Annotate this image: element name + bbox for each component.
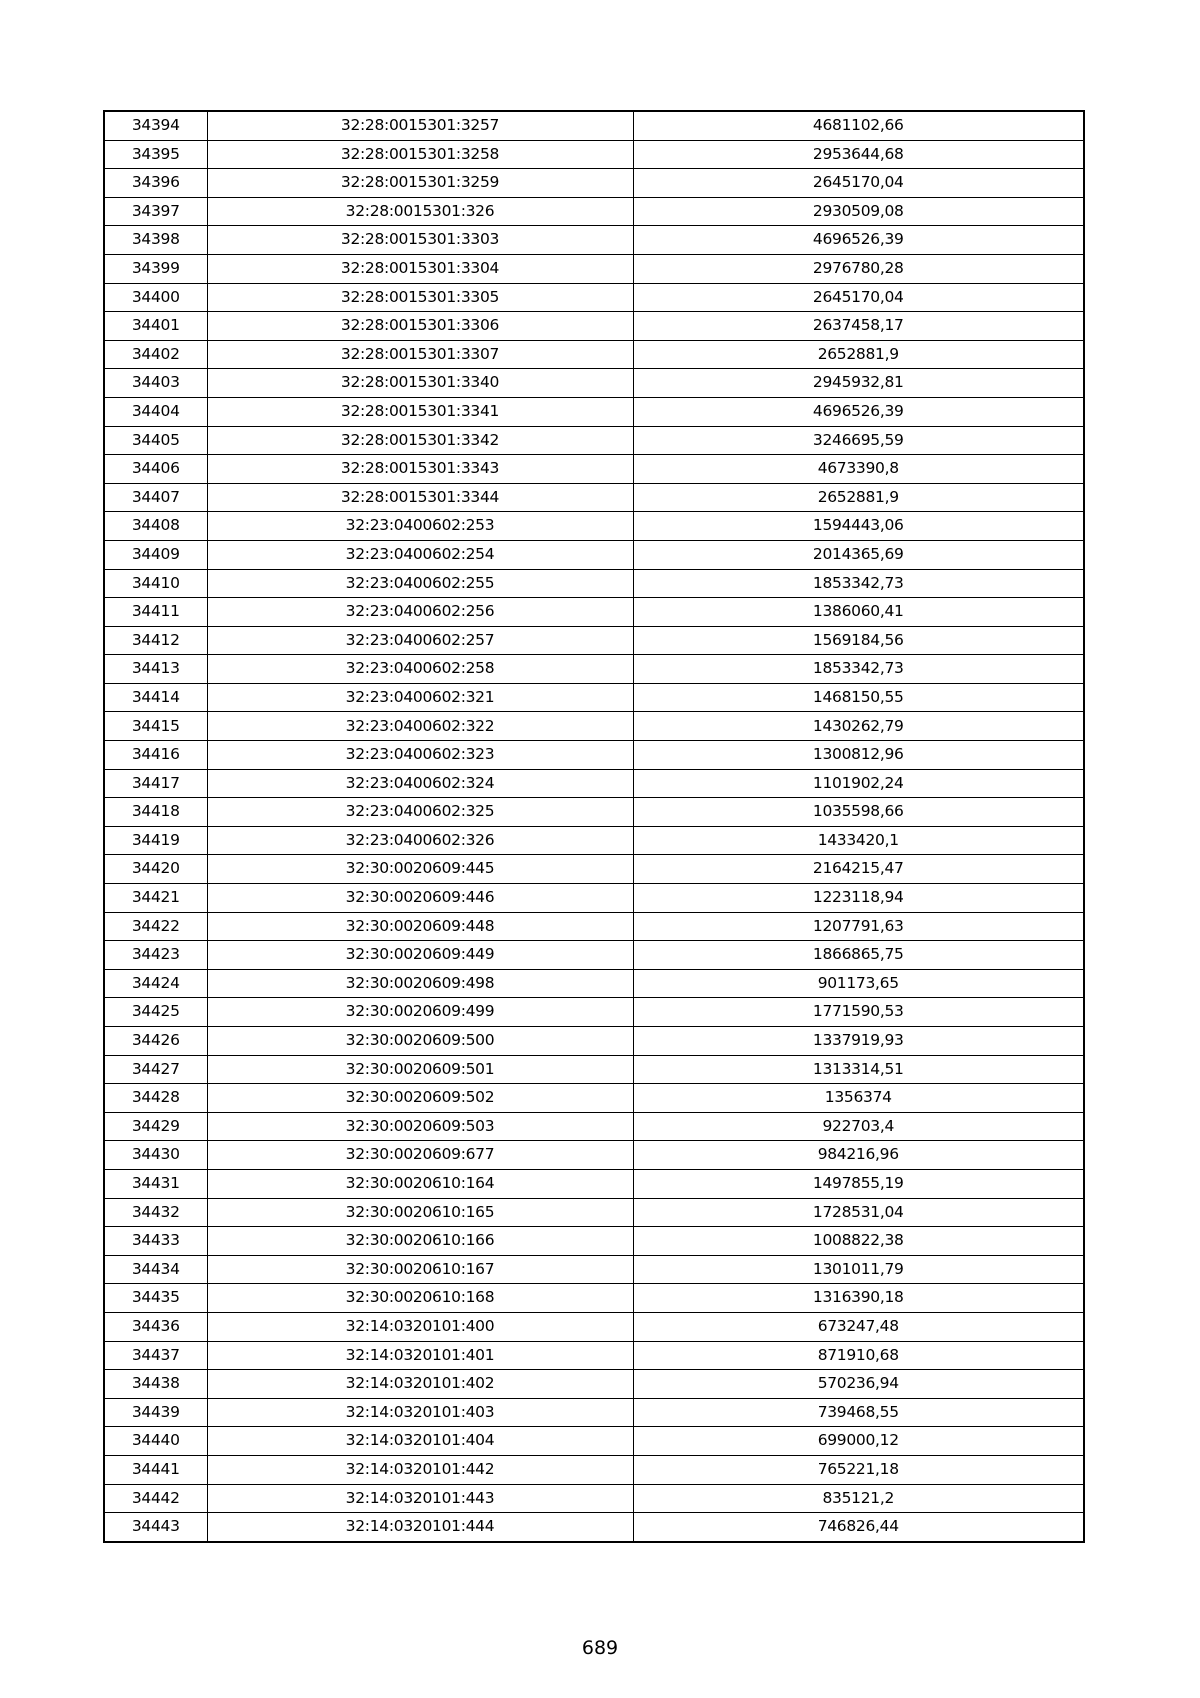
- table-row: [104, 1455, 1084, 1484]
- value-cell: 2652881,9: [633, 340, 1084, 369]
- value-cell: 3246695,59: [633, 426, 1084, 455]
- row-index-cell: 34426: [104, 1027, 207, 1056]
- value-cell: 739468,55: [633, 1398, 1084, 1427]
- row-index-cell: 34413: [104, 655, 207, 684]
- cadastral-number-cell: 32:28:0015301:3304: [207, 254, 633, 283]
- value-cell: 673247,48: [633, 1312, 1084, 1341]
- table-row: [104, 483, 1084, 512]
- value-cell: 699000,12: [633, 1427, 1084, 1456]
- cadastral-number-cell: 32:30:0020609:499: [207, 998, 633, 1027]
- row-index-cell: 34412: [104, 626, 207, 655]
- table-row: [104, 998, 1084, 1027]
- cadastral-number-cell: 32:30:0020609:498: [207, 969, 633, 998]
- table-row: [104, 540, 1084, 569]
- table-row: [104, 826, 1084, 855]
- row-index-cell: 34443: [104, 1513, 207, 1542]
- value-cell: 2976780,28: [633, 254, 1084, 283]
- row-index-cell: 34416: [104, 741, 207, 770]
- row-index-cell: 34404: [104, 397, 207, 426]
- value-cell: 1101902,24: [633, 769, 1084, 798]
- row-index-cell: 34397: [104, 197, 207, 226]
- value-cell: 4673390,8: [633, 455, 1084, 484]
- cadastral-number-cell: 32:30:0020610:164: [207, 1169, 633, 1198]
- table-row: [104, 1112, 1084, 1141]
- table-row: [104, 712, 1084, 741]
- row-index-cell: 34400: [104, 283, 207, 312]
- table-row: [104, 655, 1084, 684]
- value-cell: 2164215,47: [633, 855, 1084, 884]
- cadastral-number-cell: 32:30:0020610:168: [207, 1284, 633, 1313]
- cadastral-number-cell: 32:14:0320101:442: [207, 1455, 633, 1484]
- table-row: [104, 1284, 1084, 1313]
- row-index-cell: 34403: [104, 369, 207, 398]
- table-row: [104, 312, 1084, 341]
- table-row: [104, 1427, 1084, 1456]
- row-index-cell: 34442: [104, 1484, 207, 1513]
- row-index-cell: 34407: [104, 483, 207, 512]
- row-index-cell: 34432: [104, 1198, 207, 1227]
- value-cell: 1386060,41: [633, 598, 1084, 627]
- table-row: [104, 884, 1084, 913]
- table-row: [104, 941, 1084, 970]
- cadastral-number-cell: 32:23:0400602:323: [207, 741, 633, 770]
- cadastral-number-cell: 32:28:0015301:3259: [207, 169, 633, 198]
- value-cell: 1356374: [633, 1084, 1084, 1113]
- cadastral-number-cell: 32:30:0020610:166: [207, 1227, 633, 1256]
- cadastral-number-cell: 32:30:0020609:448: [207, 912, 633, 941]
- row-index-cell: 34427: [104, 1055, 207, 1084]
- cadastral-number-cell: 32:23:0400602:324: [207, 769, 633, 798]
- value-cell: 570236,94: [633, 1370, 1084, 1399]
- cadastral-number-cell: 32:14:0320101:402: [207, 1370, 633, 1399]
- value-cell: 1316390,18: [633, 1284, 1084, 1313]
- table-row: [104, 340, 1084, 369]
- table-row: [104, 855, 1084, 884]
- value-cell: 1866865,75: [633, 941, 1084, 970]
- table-row: [104, 226, 1084, 255]
- row-index-cell: 34429: [104, 1112, 207, 1141]
- cadastral-number-cell: 32:28:0015301:3306: [207, 312, 633, 341]
- cadastral-number-cell: 32:30:0020609:502: [207, 1084, 633, 1113]
- cadastral-number-cell: 32:28:0015301:3340: [207, 369, 633, 398]
- table-row: [104, 1027, 1084, 1056]
- cadastral-number-cell: 32:28:0015301:3343: [207, 455, 633, 484]
- table-row: [104, 569, 1084, 598]
- table-row: [104, 254, 1084, 283]
- value-cell: 835121,2: [633, 1484, 1084, 1513]
- cadastral-number-cell: 32:23:0400602:253: [207, 512, 633, 541]
- row-index-cell: 34421: [104, 884, 207, 913]
- value-cell: 2652881,9: [633, 483, 1084, 512]
- table-row: [104, 111, 1084, 140]
- value-cell: 4696526,39: [633, 397, 1084, 426]
- value-cell: 1433420,1: [633, 826, 1084, 855]
- table-row: [104, 197, 1084, 226]
- row-index-cell: 34395: [104, 140, 207, 169]
- table-row: [104, 1141, 1084, 1170]
- row-index-cell: 34405: [104, 426, 207, 455]
- row-index-cell: 34396: [104, 169, 207, 198]
- table-body: [104, 111, 1084, 1542]
- value-cell: 2953644,68: [633, 140, 1084, 169]
- cadastral-number-cell: 32:23:0400602:322: [207, 712, 633, 741]
- row-index-cell: 34415: [104, 712, 207, 741]
- row-index-cell: 34441: [104, 1455, 207, 1484]
- row-index-cell: 34428: [104, 1084, 207, 1113]
- cadastral-number-cell: 32:28:0015301:3307: [207, 340, 633, 369]
- value-cell: 1207791,63: [633, 912, 1084, 941]
- value-cell: 1430262,79: [633, 712, 1084, 741]
- table-row: [104, 1198, 1084, 1227]
- row-index-cell: 34420: [104, 855, 207, 884]
- table-row: [104, 1055, 1084, 1084]
- cadastral-number-cell: 32:30:0020609:446: [207, 884, 633, 913]
- row-index-cell: 34418: [104, 798, 207, 827]
- cadastral-number-cell: 32:14:0320101:400: [207, 1312, 633, 1341]
- value-cell: 1301011,79: [633, 1255, 1084, 1284]
- value-cell: 1008822,38: [633, 1227, 1084, 1256]
- cadastral-number-cell: 32:30:0020609:449: [207, 941, 633, 970]
- cadastral-number-cell: 32:28:0015301:326: [207, 197, 633, 226]
- row-index-cell: 34414: [104, 683, 207, 712]
- row-index-cell: 34430: [104, 1141, 207, 1170]
- value-cell: 1313314,51: [633, 1055, 1084, 1084]
- table-row: [104, 769, 1084, 798]
- value-cell: 1468150,55: [633, 683, 1084, 712]
- value-cell: 1771590,53: [633, 998, 1084, 1027]
- row-index-cell: 34394: [104, 111, 207, 140]
- table-row: [104, 369, 1084, 398]
- value-cell: 871910,68: [633, 1341, 1084, 1370]
- row-index-cell: 34440: [104, 1427, 207, 1456]
- table-row: [104, 1255, 1084, 1284]
- value-cell: 2945932,81: [633, 369, 1084, 398]
- value-cell: 746826,44: [633, 1513, 1084, 1542]
- table-row: [104, 683, 1084, 712]
- cadastral-number-cell: 32:23:0400602:258: [207, 655, 633, 684]
- table-row: [104, 1227, 1084, 1256]
- value-cell: 2645170,04: [633, 283, 1084, 312]
- value-cell: 1853342,73: [633, 569, 1084, 598]
- value-cell: 2645170,04: [633, 169, 1084, 198]
- cadastral-number-cell: 32:23:0400602:325: [207, 798, 633, 827]
- cadastral-number-cell: 32:30:0020609:677: [207, 1141, 633, 1170]
- value-cell: 1497855,19: [633, 1169, 1084, 1198]
- row-index-cell: 34423: [104, 941, 207, 970]
- value-cell: 2014365,69: [633, 540, 1084, 569]
- cadastral-number-cell: 32:30:0020609:503: [207, 1112, 633, 1141]
- row-index-cell: 34401: [104, 312, 207, 341]
- row-index-cell: 34424: [104, 969, 207, 998]
- row-index-cell: 34439: [104, 1398, 207, 1427]
- cadastral-number-cell: 32:23:0400602:326: [207, 826, 633, 855]
- table-row: [104, 1084, 1084, 1113]
- cadastral-number-cell: 32:28:0015301:3341: [207, 397, 633, 426]
- cadastral-number-cell: 32:23:0400602:257: [207, 626, 633, 655]
- row-index-cell: 34433: [104, 1227, 207, 1256]
- row-index-cell: 34406: [104, 455, 207, 484]
- table-row: [104, 741, 1084, 770]
- cadastral-number-cell: 32:28:0015301:3258: [207, 140, 633, 169]
- table-row: [104, 512, 1084, 541]
- row-index-cell: 34399: [104, 254, 207, 283]
- value-cell: 1035598,66: [633, 798, 1084, 827]
- cadastral-number-cell: 32:14:0320101:401: [207, 1341, 633, 1370]
- cadastral-number-cell: 32:28:0015301:3342: [207, 426, 633, 455]
- table-row: [104, 169, 1084, 198]
- table-row: [104, 397, 1084, 426]
- table-row: [104, 140, 1084, 169]
- row-index-cell: 34435: [104, 1284, 207, 1313]
- value-cell: 2930509,08: [633, 197, 1084, 226]
- cadastral-number-cell: 32:30:0020609:500: [207, 1027, 633, 1056]
- value-cell: 1300812,96: [633, 741, 1084, 770]
- row-index-cell: 34422: [104, 912, 207, 941]
- value-cell: 1223118,94: [633, 884, 1084, 913]
- table-row: [104, 1398, 1084, 1427]
- table-row: [104, 969, 1084, 998]
- table-row: [104, 1312, 1084, 1341]
- value-cell: 1337919,93: [633, 1027, 1084, 1056]
- value-cell: 1853342,73: [633, 655, 1084, 684]
- value-cell: 1594443,06: [633, 512, 1084, 541]
- value-cell: 4681102,66: [633, 111, 1084, 140]
- row-index-cell: 34398: [104, 226, 207, 255]
- cadastral-number-cell: 32:28:0015301:3344: [207, 483, 633, 512]
- row-index-cell: 34409: [104, 540, 207, 569]
- cadastral-number-cell: 32:30:0020610:165: [207, 1198, 633, 1227]
- value-cell: 1728531,04: [633, 1198, 1084, 1227]
- cadastral-value-table: [103, 110, 1085, 1543]
- table-row: [104, 1370, 1084, 1399]
- row-index-cell: 34431: [104, 1169, 207, 1198]
- table-row: [104, 426, 1084, 455]
- cadastral-number-cell: 32:23:0400602:254: [207, 540, 633, 569]
- cadastral-number-cell: 32:23:0400602:256: [207, 598, 633, 627]
- cadastral-number-cell: 32:28:0015301:3257: [207, 111, 633, 140]
- cadastral-number-cell: 32:14:0320101:404: [207, 1427, 633, 1456]
- value-cell: 2637458,17: [633, 312, 1084, 341]
- row-index-cell: 34417: [104, 769, 207, 798]
- table-row: [104, 1169, 1084, 1198]
- value-cell: 901173,65: [633, 969, 1084, 998]
- cadastral-number-cell: 32:30:0020610:167: [207, 1255, 633, 1284]
- row-index-cell: 34436: [104, 1312, 207, 1341]
- page-number: 689: [581, 1637, 619, 1659]
- table-row: [104, 1513, 1084, 1542]
- table-row: [104, 912, 1084, 941]
- table-row: [104, 598, 1084, 627]
- row-index-cell: 34411: [104, 598, 207, 627]
- row-index-cell: 34419: [104, 826, 207, 855]
- table-row: [104, 455, 1084, 484]
- table-row: [104, 283, 1084, 312]
- table-row: [104, 1484, 1084, 1513]
- row-index-cell: 34410: [104, 569, 207, 598]
- value-cell: 765221,18: [633, 1455, 1084, 1484]
- cadastral-number-cell: 32:28:0015301:3303: [207, 226, 633, 255]
- cadastral-number-cell: 32:23:0400602:321: [207, 683, 633, 712]
- table-row: [104, 1341, 1084, 1370]
- row-index-cell: 34402: [104, 340, 207, 369]
- row-index-cell: 34425: [104, 998, 207, 1027]
- cadastral-number-cell: 32:23:0400602:255: [207, 569, 633, 598]
- table-row: [104, 798, 1084, 827]
- value-cell: 1569184,56: [633, 626, 1084, 655]
- cadastral-number-cell: 32:14:0320101:444: [207, 1513, 633, 1542]
- cadastral-number-cell: 32:28:0015301:3305: [207, 283, 633, 312]
- value-cell: 984216,96: [633, 1141, 1084, 1170]
- table-row: [104, 626, 1084, 655]
- value-cell: 4696526,39: [633, 226, 1084, 255]
- row-index-cell: 34408: [104, 512, 207, 541]
- cadastral-number-cell: 32:30:0020609:445: [207, 855, 633, 884]
- row-index-cell: 34434: [104, 1255, 207, 1284]
- value-cell: 922703,4: [633, 1112, 1084, 1141]
- row-index-cell: 34437: [104, 1341, 207, 1370]
- cadastral-number-cell: 32:14:0320101:403: [207, 1398, 633, 1427]
- cadastral-number-cell: 32:30:0020609:501: [207, 1055, 633, 1084]
- row-index-cell: 34438: [104, 1370, 207, 1399]
- cadastral-number-cell: 32:14:0320101:443: [207, 1484, 633, 1513]
